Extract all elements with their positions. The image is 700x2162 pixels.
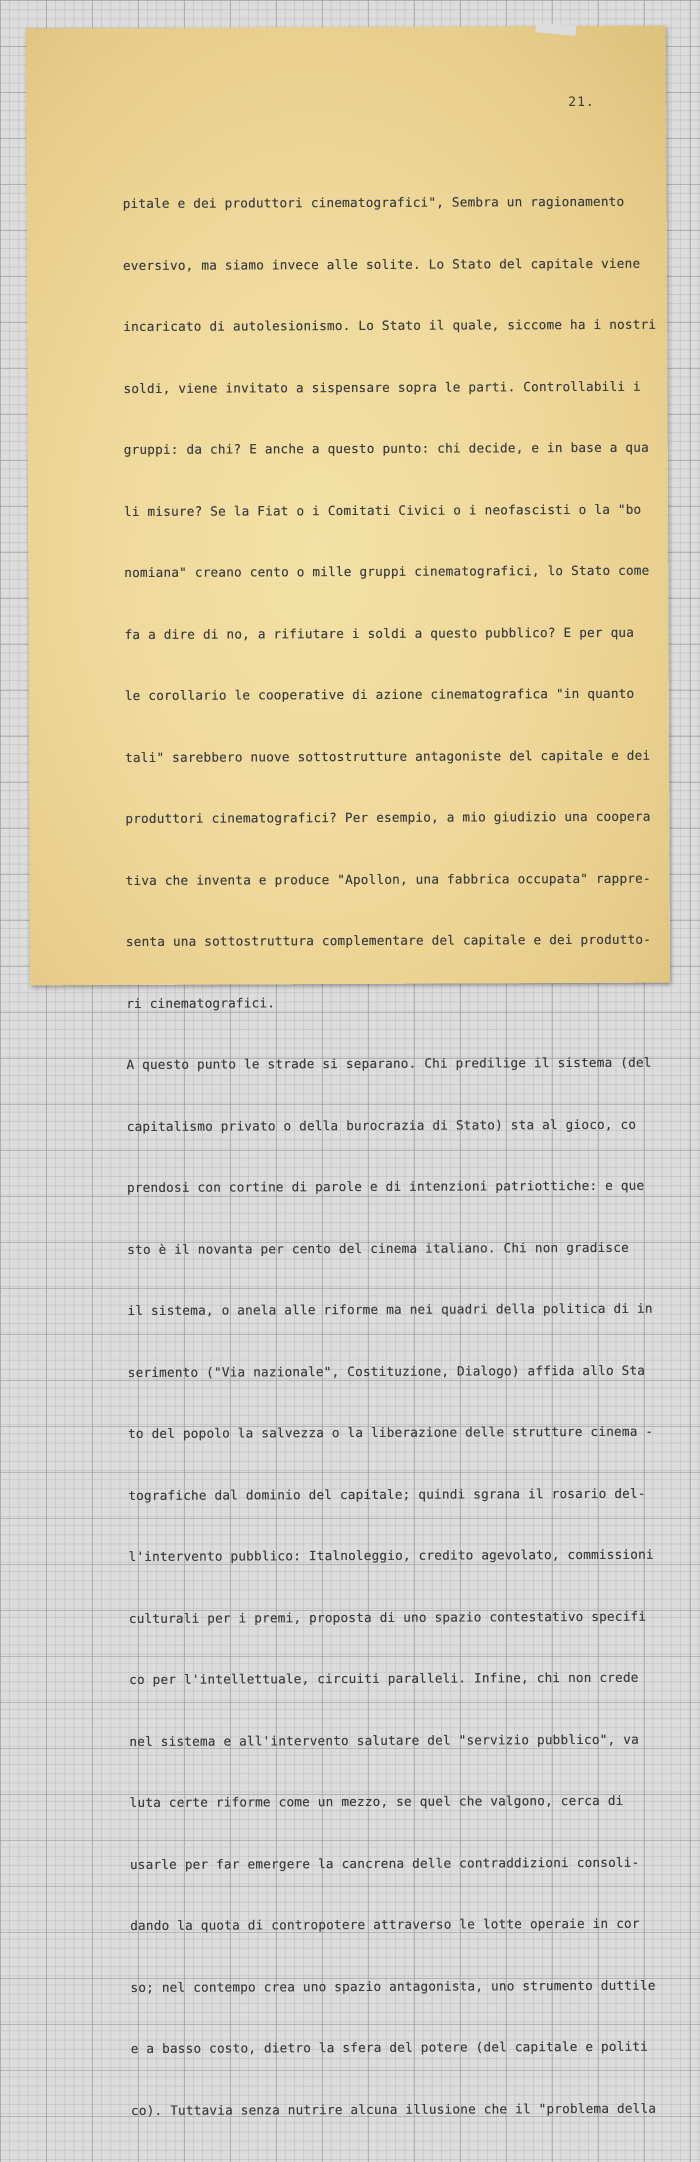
text-line: co). Tuttavia senza nutrire alcuna illusione che il "problema della [130, 2100, 657, 2118]
text-line: le corollario le cooperative di azione cinematografica "in quanto [124, 685, 635, 703]
text-line: dando la quota di contropotere attraverso le lotte operaie in cor [130, 1915, 640, 1933]
page-number: 21. [568, 94, 595, 111]
text-line: soldi, viene invitato a sispensare sopra le parti. Controllabili i [123, 378, 641, 396]
text-line: li misure? Se la Fiat o i Comitati Civici o i neofascisti o la "bo [123, 501, 642, 519]
text-line: gruppi: da chi? E anche a questo punto: chi decide, e in base a qua [123, 439, 649, 457]
text-line: culturali per i premi, proposta di uno spazio contestativo specifi [128, 1608, 647, 1626]
text-line: ri cinematografici. [126, 994, 276, 1011]
text-line: A questo punto le strade si separano. Chi predilige il sistema (del [126, 1054, 652, 1072]
text-line: usarle per far emergere la cancrena delle contraddizioni consoli- [129, 1854, 640, 1872]
text-line: nel sistema e all'intervento salutare del "servizio pubblico", va [129, 1731, 639, 1749]
text-line: prendosi con cortine di parole e di intenzioni patriottiche: e que [126, 1177, 645, 1195]
text-line: co per l'intellettuale, circuiti paralleli. Infine, chi non crede [129, 1669, 639, 1687]
text-line: tografiche dal dominio del capitale; quindi sgrana il rosario del- [128, 1485, 646, 1503]
typewritten-body [122, 151, 661, 2162]
text-line: to del popolo la salvezza o la liberazione delle strutture cinema - [128, 1423, 654, 1441]
text-line: pitale e dei produttori cinematografici", Sembra un ragionamento [122, 193, 625, 211]
text-line: tiva che inventa e produce "Apollon, una fabbrica occupata" rappre- [125, 870, 651, 888]
text-line: eversivo, ma siamo invece alle solite. Lo Stato del capitale viene [122, 255, 641, 273]
text-line: produttori cinematografici? Per esempio, a mio giudizio una coopera [125, 808, 651, 826]
text-line: sto è il novanta per cento del cinema italiano. Chi non gradisce [127, 1239, 629, 1257]
text-line: luta certe riforme come un mezzo, se quel che valgono, cerca di [129, 1792, 624, 1810]
text-line: e a basso costo, dietro la sfera del potere (del capitale e politi [130, 2038, 649, 2056]
typewritten-page [26, 26, 670, 2118]
text-line: tali" sarebbero nuove sottostrutture antagoniste del capitale e dei [125, 747, 651, 765]
text-line: nomiana" creano cento o mille gruppi cinematografici, lo Stato come [124, 562, 650, 580]
text-line: serimento ("Via nazionale", Costituzione, Dialogo) affida allo Sta [127, 1362, 646, 1380]
text-line: senta una sottostruttura complementare del capitale e dei produtto- [125, 931, 652, 949]
text-line: il sistema, o anela alle riforme ma nei quadri della politica di in [127, 1300, 653, 1318]
text-line: l'intervento pubblico: Italnoleggio, credito agevolato, commissioni [128, 1546, 654, 1564]
text-line: fa a dire di no, a rifiutare i soldi a questo pubblico? E per qua [124, 624, 635, 642]
text-line: capitalismo privato o della burocrazia di Stato) sta al gioco, co [126, 1116, 637, 1134]
text-line: so; nel contempo crea uno spazio antagonista, uno strumento duttile [130, 1977, 656, 1995]
text-line: incaricato di autolesionismo. Lo Stato il quale, siccome ha i nostri [123, 316, 657, 334]
